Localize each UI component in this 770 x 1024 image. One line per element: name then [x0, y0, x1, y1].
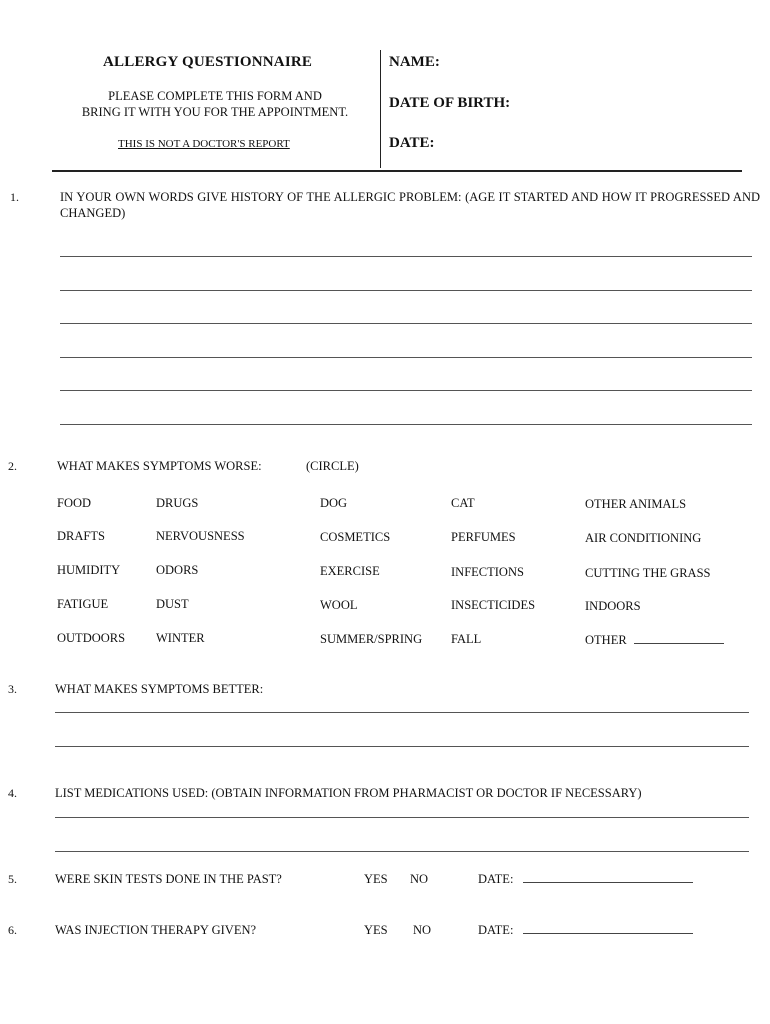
- q1-text: IN YOUR OWN WORDS GIVE HISTORY OF THE ALLERGIC PROBLEM: (AGE IT STARTED AND HOW IT PROGRESSED AND CHANGED): [60, 190, 760, 220]
- symptom-option[interactable]: AIR CONDITIONING: [585, 531, 702, 545]
- symptom-option[interactable]: HUMIDITY: [57, 563, 121, 577]
- q6-no-option[interactable]: NO: [413, 923, 432, 937]
- q5-date-label: DATE:: [478, 872, 514, 886]
- q3-number: 3.: [8, 682, 17, 696]
- q5-date-blank[interactable]: [523, 882, 693, 883]
- q5-date-field[interactable]: [478, 872, 693, 887]
- q6-date-label: DATE:: [478, 923, 514, 937]
- symptom-option[interactable]: PERFUMES: [451, 530, 516, 544]
- dob-label: DATE OF BIRTH:: [389, 95, 511, 111]
- symptom-option[interactable]: COSMETICS: [320, 530, 391, 544]
- symptom-option[interactable]: DRUGS: [156, 496, 199, 510]
- answer-line[interactable]: [55, 851, 749, 852]
- answer-line[interactable]: [60, 290, 752, 291]
- instruction-line-1: PLEASE COMPLETE THIS FORM AND: [108, 89, 322, 103]
- other-blank[interactable]: [634, 643, 724, 644]
- instruction-line-2: BRING IT WITH YOU FOR THE APPOINTMENT.: [81, 105, 349, 119]
- q1-number: 1.: [10, 190, 19, 204]
- answer-line[interactable]: [60, 357, 752, 358]
- symptom-option[interactable]: CUTTING THE GRASS: [585, 566, 711, 580]
- answer-line[interactable]: [60, 323, 752, 324]
- other-option[interactable]: [585, 633, 724, 648]
- header-rule: [52, 170, 742, 172]
- q2-text: WHAT MAKES SYMPTOMS WORSE:: [57, 459, 262, 473]
- q6-date-blank[interactable]: [523, 933, 693, 934]
- answer-line[interactable]: [55, 746, 749, 747]
- answer-line[interactable]: [55, 817, 749, 818]
- symptom-option[interactable]: INSECTICIDES: [451, 598, 536, 612]
- header-divider: [380, 50, 381, 168]
- symptom-option[interactable]: DRAFTS: [57, 529, 105, 543]
- symptom-option[interactable]: ODORS: [156, 563, 199, 577]
- q4-text: LIST MEDICATIONS USED: (OBTAIN INFORMATION FROM PHARMACIST OR DOCTOR IF NECESSARY): [55, 786, 642, 800]
- symptom-option[interactable]: WOOL: [320, 598, 358, 612]
- symptom-option[interactable]: FALL: [451, 632, 482, 646]
- form-title: ALLERGY QUESTIONNAIRE: [103, 54, 313, 70]
- symptom-option[interactable]: OUTDOORS: [57, 631, 126, 645]
- other-label: OTHER: [585, 633, 627, 647]
- symptom-option[interactable]: DOG: [320, 496, 348, 510]
- form-instructions: [60, 88, 370, 120]
- answer-line[interactable]: [55, 712, 749, 713]
- q6-text: WAS INJECTION THERAPY GIVEN?: [55, 923, 257, 937]
- q6-number: 6.: [8, 923, 17, 937]
- symptom-option[interactable]: OTHER ANIMALS: [585, 497, 687, 511]
- name-label: NAME:: [389, 54, 440, 70]
- q6-yes-option[interactable]: YES: [364, 923, 388, 937]
- q4-number: 4.: [8, 786, 17, 800]
- q5-no-option[interactable]: NO: [410, 872, 429, 886]
- q5-number: 5.: [8, 872, 17, 886]
- symptom-option[interactable]: FOOD: [57, 496, 92, 510]
- symptom-option[interactable]: FATIGUE: [57, 597, 109, 611]
- symptom-option[interactable]: EXERCISE: [320, 564, 380, 578]
- q2-number: 2.: [8, 459, 17, 473]
- symptom-option[interactable]: SUMMER/SPRING: [320, 632, 423, 646]
- q5-yes-option[interactable]: YES: [364, 872, 388, 886]
- symptom-option[interactable]: NERVOUSNESS: [156, 529, 245, 543]
- symptom-option[interactable]: DUST: [156, 597, 189, 611]
- answer-line[interactable]: [60, 424, 752, 425]
- q2-instruction: (CIRCLE): [306, 459, 359, 473]
- symptom-option[interactable]: INFECTIONS: [451, 565, 524, 579]
- symptom-option[interactable]: WINTER: [156, 631, 205, 645]
- disclaimer-note: THIS IS NOT A DOCTOR'S REPORT: [118, 138, 290, 150]
- answer-line[interactable]: [60, 390, 752, 391]
- symptom-option[interactable]: INDOORS: [585, 599, 641, 613]
- q3-text: WHAT MAKES SYMPTOMS BETTER:: [55, 682, 264, 696]
- q5-text: WERE SKIN TESTS DONE IN THE PAST?: [55, 872, 282, 886]
- date-label: DATE:: [389, 135, 435, 151]
- q6-date-field[interactable]: [478, 923, 693, 938]
- answer-line[interactable]: [60, 256, 752, 257]
- symptom-option[interactable]: CAT: [451, 496, 475, 510]
